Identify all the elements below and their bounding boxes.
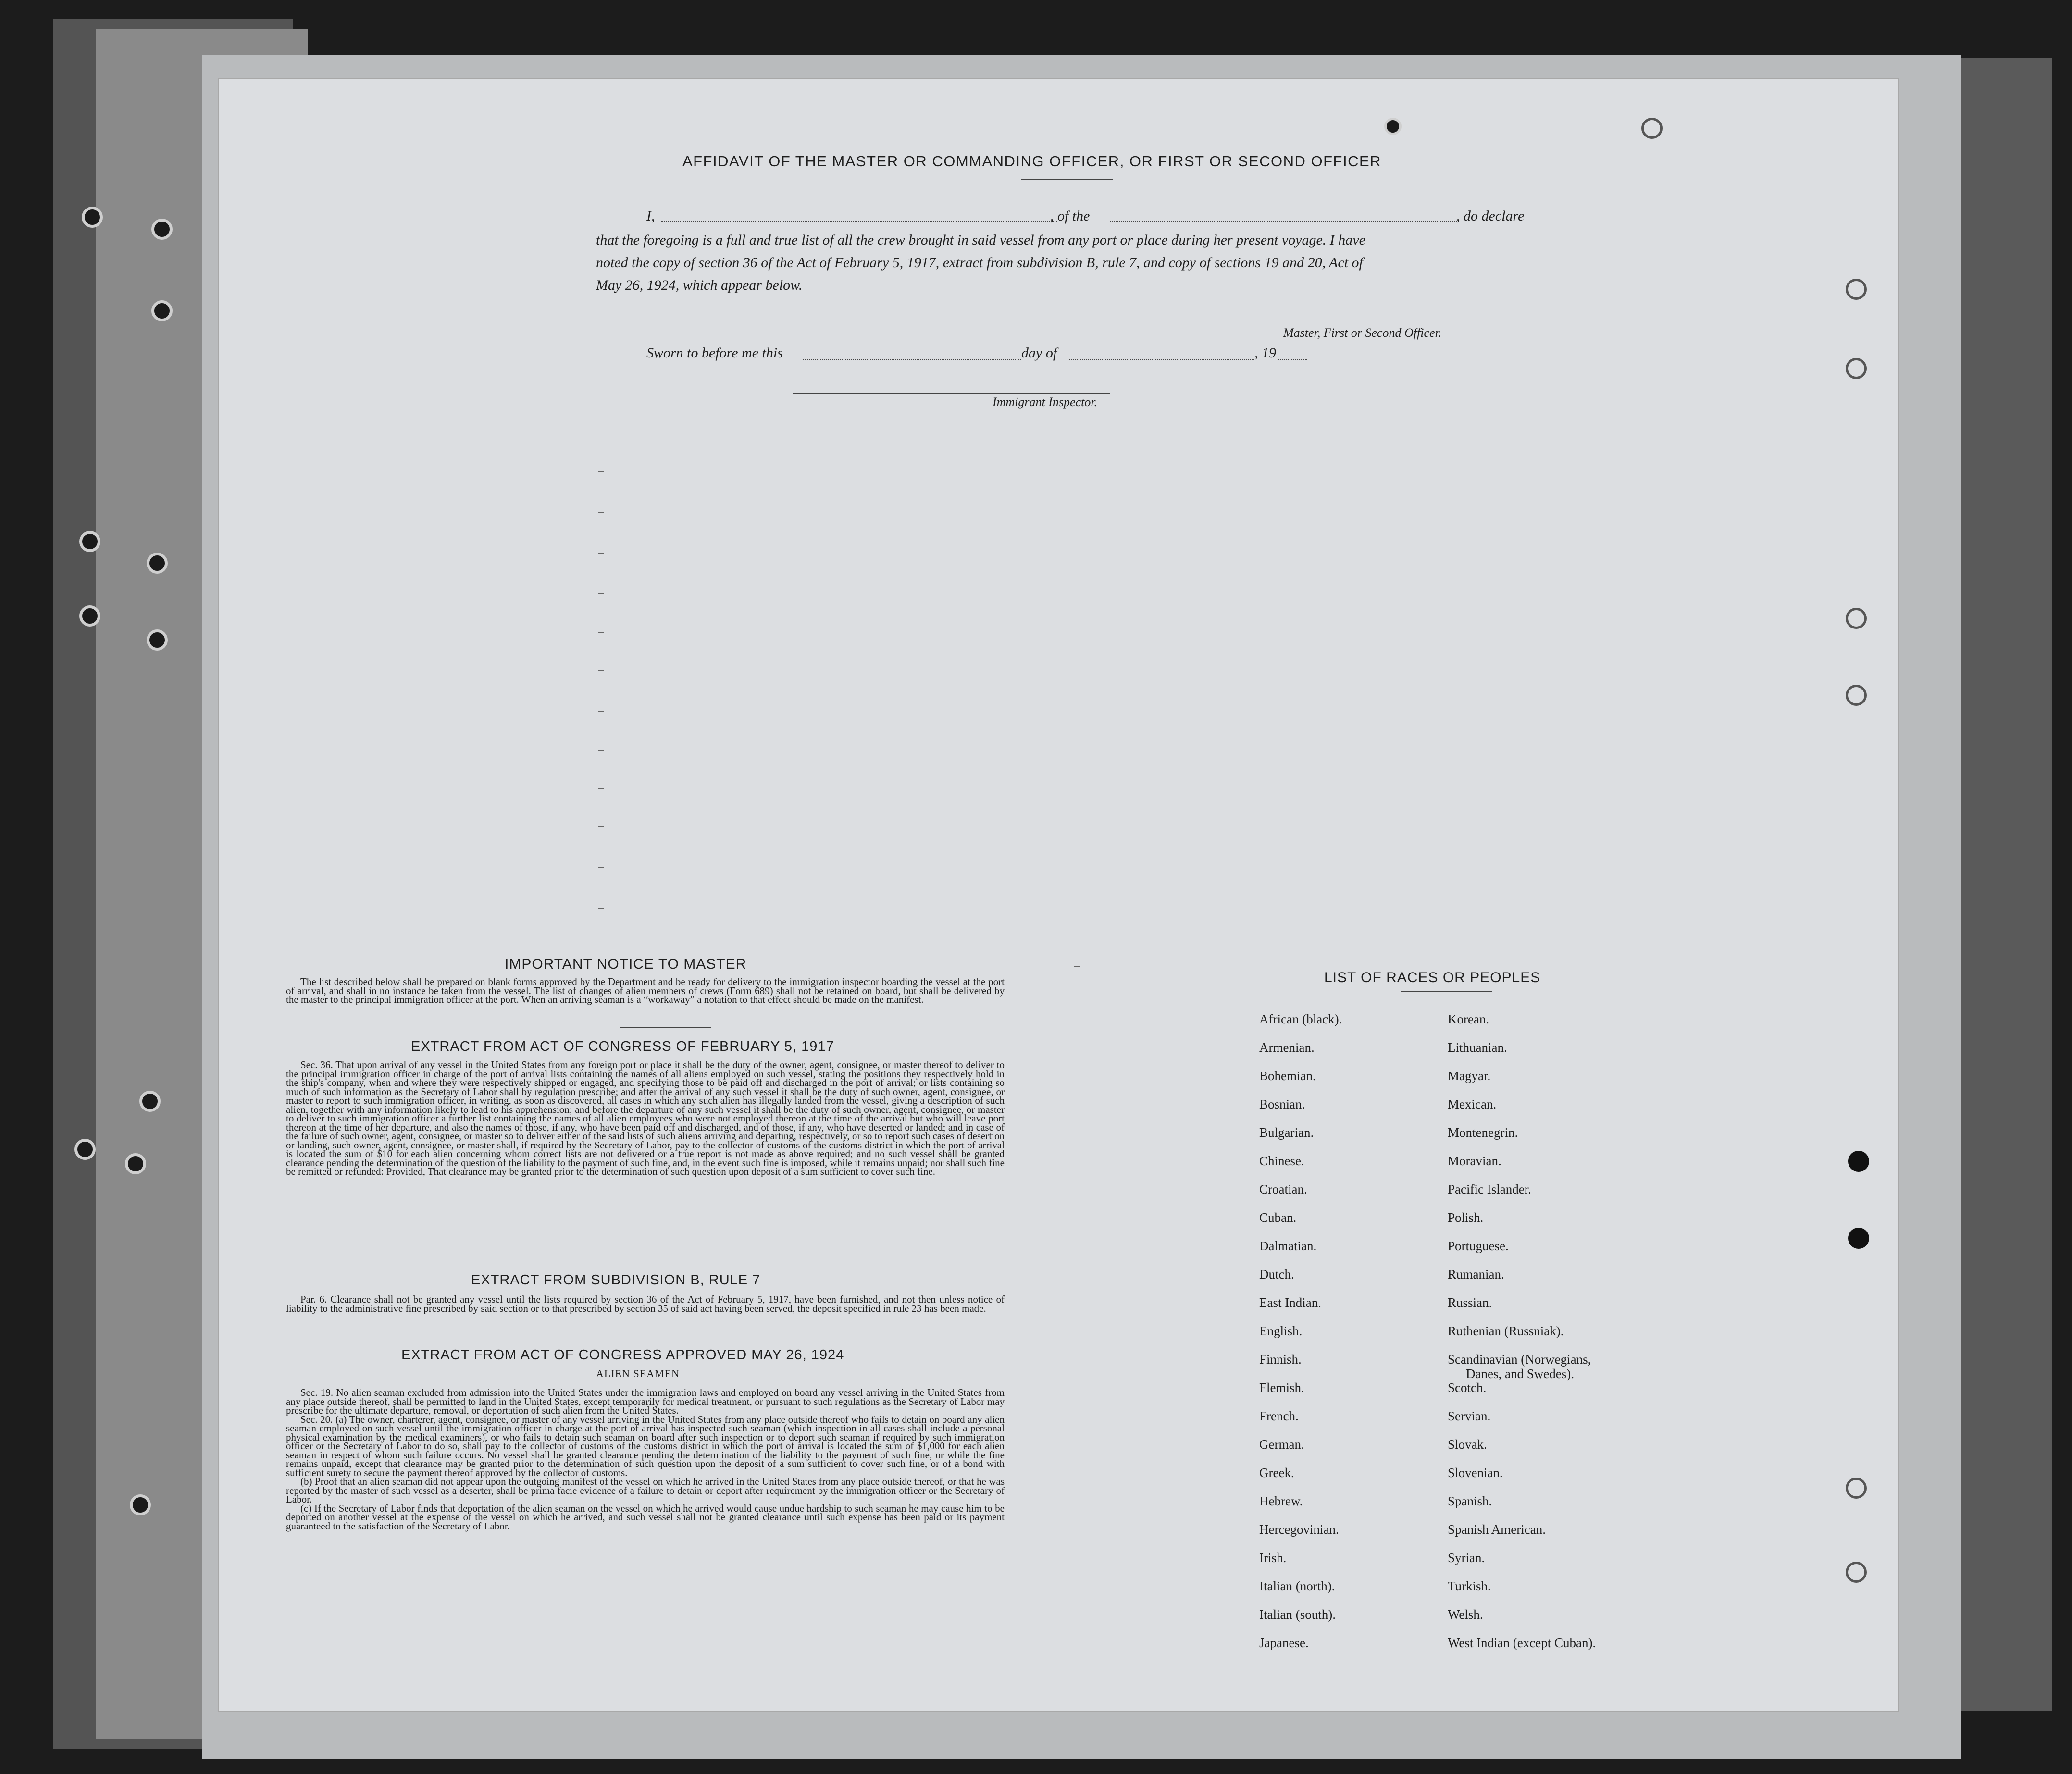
margin-tick (598, 553, 604, 554)
margin-tick (598, 788, 604, 789)
notice-text (286, 977, 1005, 1004)
race-item: Bosnian. (1259, 1097, 1305, 1111)
race-item: Bohemian. (1259, 1069, 1316, 1083)
margin-tick (598, 670, 604, 671)
binder-hole (125, 1153, 146, 1174)
margin-tick (598, 471, 604, 472)
margin-tick (598, 826, 604, 827)
i-label: I, (646, 208, 655, 224)
punch-hole (1846, 608, 1867, 629)
race-item: East Indian. (1259, 1295, 1321, 1310)
race-item: Greek. (1259, 1466, 1294, 1480)
punch-hole (1384, 118, 1402, 135)
race-item: Italian (north). (1259, 1579, 1335, 1593)
race-item: Flemish. (1259, 1380, 1304, 1395)
races-title: LIST OF RACES OR PEOPLES (1324, 970, 1541, 986)
race-item: Magyar. (1448, 1069, 1491, 1083)
race-item: Japanese. (1259, 1636, 1309, 1650)
race-item: Spanish. (1448, 1494, 1492, 1508)
margin-tick (598, 867, 604, 868)
notice-paragraph: The list described below shall be prepared on blank forms approved by the Department and be ready for delivery to the immigration inspector boarding the vessel at the port of arrival, and shall in no instance be taken from the vessel. The list of changes of alien members of crews (Form 689) shall not be retained on board, but shall be delivered by the master to the principal immigration officer at the port. When an arriving seaman is a “workaway” a notation to that effect should be made on the manifest. (286, 976, 1005, 1005)
act-1924-text (286, 1388, 1005, 1530)
sworn-label: Sworn to before me this (646, 345, 783, 361)
race-item: Hebrew. (1259, 1494, 1303, 1508)
binder-hole (82, 207, 103, 228)
section-rule (620, 1027, 711, 1028)
day-of-label: day of (1021, 345, 1057, 361)
race-item: West Indian (except Cuban). (1448, 1636, 1596, 1650)
of-the-label: , of the (1050, 208, 1090, 224)
margin-tick (598, 593, 604, 594)
alien-seamen-subtitle: ALIEN SEAMEN (596, 1367, 680, 1380)
binder-hole (151, 300, 173, 321)
margin-tick (598, 512, 604, 513)
race-item: Irish. (1259, 1551, 1287, 1565)
race-item: Rumanian. (1448, 1267, 1504, 1281)
affidavit-line-2: that the foregoing is a full and true list of all the crew brought in said vessel from any port or place during her present voyage. I have (596, 232, 1365, 248)
race-item: Slovenian. (1448, 1466, 1503, 1480)
race-item: Hercegovinian. (1259, 1522, 1339, 1537)
race-item: Polish. (1448, 1210, 1484, 1225)
punch-hole (1848, 1151, 1869, 1172)
punch-hole (1641, 118, 1663, 139)
binder-hole (147, 629, 168, 651)
race-item: Bulgarian. (1259, 1125, 1314, 1140)
binder-hole (139, 1091, 161, 1112)
race-item: Croatian. (1259, 1182, 1307, 1196)
affidavit-line-3: noted the copy of section 36 of the Act of February 5, 1917, extract from subdivision B, rule 7, and copy of sections 19 and 20, Act of (596, 255, 1363, 271)
punch-hole (1848, 1228, 1869, 1249)
act-1917-text (286, 1060, 1005, 1176)
act-1917-paragraph: Sec. 36. That upon arrival of any vessel in the United States from any foreign port or place it shall be the duty of the owner, agent, consignee, or master thereof to deliver to the principal immigration officer in charge of the port of arrival lists containing the names of all aliens employed on such vessel, stating the positions they respectively hold in the ship's company, when and where they were respectively shipped or engaged, and specifying those to be paid off and discharged in the port of arrival; or lists containing so much of such information as the Secretary of Labor shall by regulation prescribe; and after the arrival of any such vessel it shall be the duty of such owner, agent, consignee, or master to report to such immigration officer, in writing, as soon as discovered, all cases in which any such alien has illegally landed from the vessel, giving a description of such alien, together with any information likely to lead to his apprehension; and before the departure of any such vessel it shall be the duty of such owner, agent, consignee, or master to deliver to such immigration officer a further list containing the names of all alien employees who were not employed thereon at the time of the arrival but who will leave port thereon at the time of her departure, and also the names of those, if any, who have been paid off and discharged, and of those, if any, who have deserted or landed; and in case of the failure of such owner, agent, consignee, or master so to deliver either of the said lists of such aliens arriving and departing, respectively, or so to report such cases of desertion or landing, such owner, agent, consignee, or master shall, if required by the Secretary of Labor, pay to the collector of customs of the customs district in which the port of arrival is located the sum of $10 for each alien concerning whom correct lists are not delivered or a true report is not made as above required; and no such vessel shall be granted clearance pending the determination of the question of the liability to the payment of such fine, and, in the event such fine is imposed, while it remains unpaid; nor shall such fine be remitted or refunded: Provided, That clearance may be granted prior to the determination of such question upon deposit of a sum sufficient to cover such fine. (286, 1059, 1005, 1177)
race-item: Turkish. (1448, 1579, 1491, 1593)
race-item: Ruthenian (Russniak). (1448, 1324, 1564, 1338)
race-item: Russian. (1448, 1295, 1492, 1310)
margin-tick (598, 711, 604, 712)
race-item: Moravian. (1448, 1154, 1501, 1168)
act-1924-title: EXTRACT FROM ACT OF CONGRESS APPROVED MAY 26, 1924 (401, 1347, 844, 1363)
punch-hole (1846, 1478, 1867, 1499)
margin-tick (1074, 966, 1080, 967)
sworn-month-line[interactable] (1069, 359, 1254, 360)
race-item: Portuguese. (1448, 1239, 1509, 1253)
race-item: Korean. (1448, 1012, 1489, 1026)
race-item: Montenegrin. (1448, 1125, 1518, 1140)
sworn-day-line[interactable] (803, 359, 1021, 360)
sec-20b-paragraph: (b) Proof that an alien seaman did not appear upon the outgoing manifest of the vessel on which he arrived in the United States from any place outside thereof, or that he was reported by the master of such vessel as a deserter, shall be prima facie evidence of a failure to detain or deport after requirement by the immigration officer or the Secretary of Labor. (286, 1476, 1005, 1505)
vessel-field-line[interactable] (1110, 221, 1459, 222)
race-item: Armenian. (1259, 1040, 1315, 1055)
do-declare-label: , do declare (1456, 208, 1525, 224)
punch-hole (1846, 358, 1867, 379)
margin-tick (598, 750, 604, 751)
sec-20c-paragraph: (c) If the Secretary of Labor finds that deportation of the alien seaman on the vessel on which he arrived would cause undue hardship to such seaman he may cause him to be deported on another vessel at the expense of the vessel on which he arrived, and such vessel shall not be granted clearance until such expense has been paid or its payment guaranteed to the satisfaction of the Secretary of Labor. (286, 1502, 1005, 1532)
race-item: African (black). (1259, 1012, 1342, 1026)
race-item: English. (1259, 1324, 1303, 1338)
notice-title: IMPORTANT NOTICE TO MASTER (505, 956, 747, 972)
race-item: Cuban. (1259, 1210, 1297, 1225)
margin-tick (598, 908, 604, 909)
rule-7-title: EXTRACT FROM SUBDIVISION B, RULE 7 (471, 1272, 761, 1288)
rule-7-paragraph: Par. 6. Clearance shall not be granted any vessel until the lists required by section 36 of the Act of February 5, 1917, have been furnished, and not then unless notice of liability to the administrative fine prescribed by said section or to that prescribed by section 35 of said act having been served, the deposit specified in rule 23 has been made. (286, 1294, 1005, 1314)
rule-7-text (286, 1295, 1005, 1313)
race-item: Italian (south). (1259, 1607, 1336, 1622)
race-item: Welsh. (1448, 1607, 1483, 1622)
race-item: Slovak. (1448, 1437, 1487, 1452)
punch-hole (1846, 685, 1867, 706)
margin-tick (598, 632, 604, 633)
binder-hole (79, 605, 100, 627)
binder-hole (79, 531, 100, 552)
race-item: Pacific Islander. (1448, 1182, 1531, 1196)
race-item: Scotch. (1448, 1380, 1487, 1395)
race-item: Syrian. (1448, 1551, 1485, 1565)
race-item: Scandinavian (Norwegians, (1448, 1352, 1591, 1367)
act-1917-title: EXTRACT FROM ACT OF CONGRESS OF FEBRUARY 5, 1917 (411, 1039, 834, 1054)
year-label: , 19 (1254, 345, 1276, 361)
sworn-year-line[interactable] (1278, 359, 1307, 360)
race-item: Chinese. (1259, 1154, 1304, 1168)
race-item-continuation: Danes, and Swedes). (1466, 1367, 1574, 1381)
race-item: Mexican. (1448, 1097, 1497, 1111)
sec-19-paragraph: Sec. 19. No alien seaman excluded from admission into the United States under the immigration laws and employed on board any vessel arriving in the United States from any place outside thereof, shall be permitted to land in the United States, except temporarily for medical treatment, or pursuant to such regulations as the Secretary of Labor may prescribe for the ultimate departure, removal, or deportation of such alien from the United States. (286, 1387, 1005, 1416)
race-item: Spanish American. (1448, 1522, 1546, 1537)
race-item: Servian. (1448, 1409, 1491, 1423)
races-rule (1401, 991, 1492, 992)
race-item: Finnish. (1259, 1352, 1302, 1367)
race-item: Dutch. (1259, 1267, 1294, 1281)
binder-hole (130, 1494, 151, 1515)
inspector-signature-line[interactable] (793, 393, 1110, 394)
race-item: German. (1259, 1437, 1304, 1452)
binder-hole (147, 553, 168, 574)
master-signature-label: Master, First or Second Officer. (1283, 326, 1442, 340)
affidavit-line-4: May 26, 1924, which appear below. (596, 277, 803, 293)
race-item: Lithuanian. (1448, 1040, 1507, 1055)
affidavit-title: AFFIDAVIT OF THE MASTER OR COMMANDING OFFICER, OR FIRST OR SECOND OFFICER (682, 153, 1382, 170)
sec-20a-paragraph: Sec. 20. (a) The owner, charterer, agent, consignee, or master of any vessel arriving in the United States from any place outside thereof who fails to detain on board any alien seaman employed on such vessel until the immigration officer in charge at the port of arrival has inspected such seaman (which inspection in all cases shall include a personal physical examination by the medical examiners), or who fails to detain such seaman on board after such inspection or to deport such seaman if required by such immigration officer or the Secretary of Labor to do so, shall pay to the collector of customs of the customs district in which the port of arrival is located the sum of $1,000 for each alien seaman in respect of whom such failure occurs. No vessel shall be granted clearance pending the determination of the liability to the payment of such fine, or while the fine remains unpaid, except that clearance may be granted prior to the determination of such question upon the deposit of a sum sufficient to cover such fine, or of a bond with sufficient surety to secure the payment thereof approved by the collector of customs. (286, 1413, 1005, 1478)
binder-hole (151, 219, 173, 240)
race-item: French. (1259, 1409, 1299, 1423)
inspector-signature-label: Immigrant Inspector. (993, 395, 1098, 409)
race-item: Dalmatian. (1259, 1239, 1317, 1253)
punch-hole (1846, 279, 1867, 300)
name-field-line[interactable] (661, 221, 1057, 222)
punch-hole (1846, 1562, 1867, 1583)
binder-hole (74, 1139, 96, 1160)
title-rule (1021, 179, 1113, 180)
